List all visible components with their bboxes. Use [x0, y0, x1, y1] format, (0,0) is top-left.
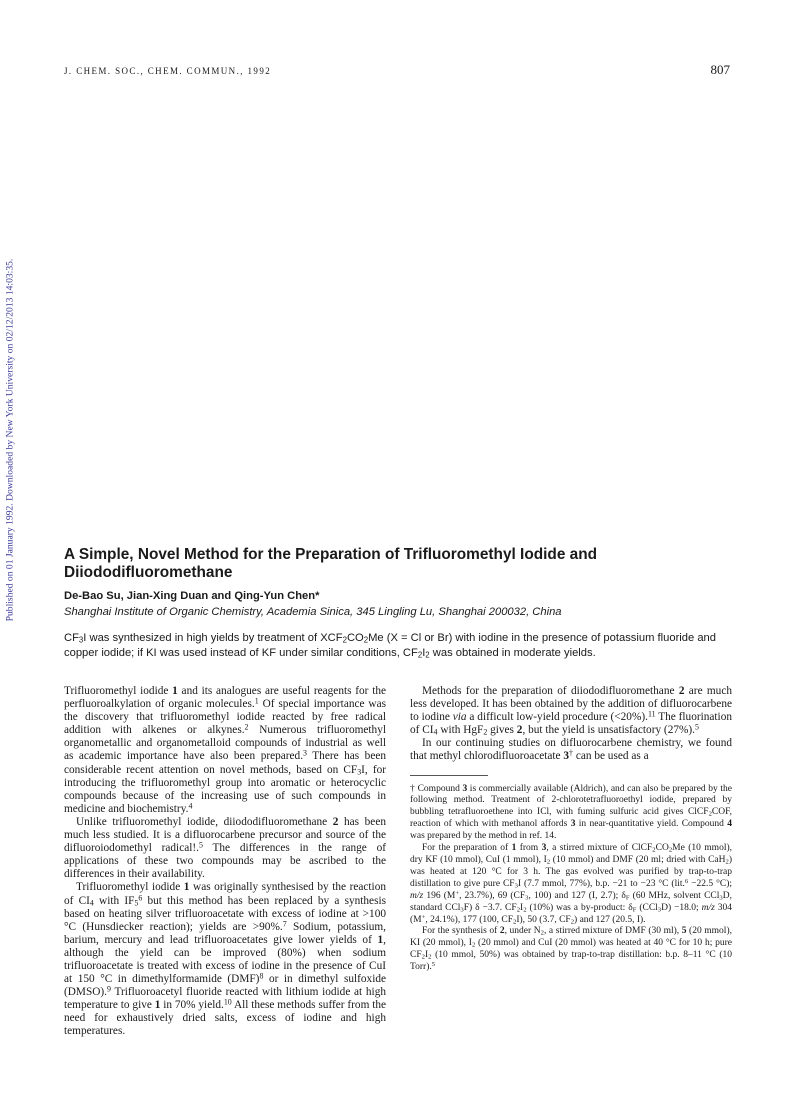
reference-marker: 5	[198, 840, 203, 850]
subscript: F	[632, 905, 637, 913]
abstract-subscript: 3	[78, 635, 84, 645]
text: CO	[655, 843, 669, 854]
text: COF, reaction of which with methanol affords	[410, 807, 732, 830]
subscript: 5	[134, 898, 139, 908]
text: I	[424, 950, 429, 961]
text: I), 50 (3.7, CF	[516, 914, 571, 925]
text: or in dimethyl sulfoxide (DMSO).	[64, 973, 387, 999]
subscript: 2	[725, 858, 729, 866]
subscript: 2	[546, 858, 551, 866]
reference-marker: 6	[684, 877, 689, 885]
abstract-subscript: 2	[425, 650, 430, 660]
compound-number: 1	[154, 999, 161, 1012]
compound-number: 1	[511, 843, 517, 854]
subscript: 2	[471, 941, 476, 949]
subscript: 2	[513, 917, 517, 925]
subscript: 2	[668, 846, 673, 854]
compound-number: 3	[570, 819, 576, 830]
compound-number: 2	[499, 926, 505, 937]
text: Trifluoromethyl iodide	[64, 685, 173, 697]
compound-number: 3	[563, 750, 570, 763]
text: (10 mmol) and DMF (20 ml; dried with CaH	[550, 855, 726, 865]
text: is commercially available (Aldrich), and can also be prepared by the following method. Treatment of 2-chlorotetrafluoroethyl iodide, prepared by bubbling tetrafluoroethene into ICl, with fuming sulfuric acid gives ClCF	[410, 783, 732, 818]
abstract-subscript: 2	[363, 635, 369, 645]
reference-marker: 4	[188, 801, 193, 811]
footnote-3	[410, 926, 732, 974]
text: (20 mmol) and CuI (20 mmol) was heated at 40 °C for 10 h; pure CF	[410, 938, 732, 961]
subscript: 2	[708, 810, 712, 818]
article-affiliation: Shanghai Institute of Organic Chemistry, Academia Sinica, 345 Lingling Lu, Shanghai 200032, China	[64, 606, 562, 618]
subscript: F	[625, 894, 630, 902]
text: The fluorination of CI	[410, 711, 732, 737]
reference-marker: 11	[647, 709, 656, 719]
running-head: J. CHEM. SOC., CHEM. COMMUN., 1992	[64, 66, 272, 76]
italic-text: m/z	[410, 890, 424, 901]
text: Sodium, potassium, barium, mercury and lead trifluoroacetates give lower yields of	[64, 920, 386, 946]
subscript: 2	[540, 929, 544, 937]
subscript: 3	[357, 767, 362, 777]
superscript: +	[421, 913, 426, 921]
subscript: 2	[516, 905, 521, 913]
footnotes	[410, 784, 732, 975]
text: , a stirred mixture of ClCF	[546, 843, 653, 854]
abstract-text: CO	[346, 632, 364, 644]
body-paragraph-4	[410, 685, 732, 737]
text: , 24.1%), 177 (100, CF	[425, 914, 513, 925]
text: I, for introducing the trifluoromethyl group into aromatic or heterocyclic compounds because of the increasing use of such compounds in medicine and biochemistry.	[64, 763, 386, 815]
compound-number: 3	[541, 843, 547, 854]
text: Me (10 mmol), dry KF (10 mmol), CuI (1 mmol), I	[410, 843, 732, 865]
article-title: A Simple, Novel Method for the Preparation of Trifluoromethyl Iodide and Diiododifluoromethane	[64, 546, 598, 581]
body-column-left	[64, 685, 386, 1039]
compound-number: 4	[727, 819, 732, 830]
text: with HgF	[437, 724, 484, 737]
page-number: 807	[710, 62, 730, 77]
reference-marker: 10	[223, 997, 232, 1007]
text: 196 (M	[423, 890, 456, 901]
text: (CCl	[636, 902, 658, 913]
subscript: 4	[89, 898, 94, 908]
italic-text: via	[452, 711, 467, 724]
body-paragraph-1	[64, 685, 386, 816]
body-column-right	[410, 685, 732, 974]
text: was prepared by the method in ref. 14.	[410, 831, 557, 842]
text: ) and 127 (20.5, I).	[574, 914, 646, 925]
text: All these methods suffer from the need for exhaustively dried salts, excess of iodine and high temperatures.	[64, 999, 387, 1038]
text: but this method has been replaced by a synthesis based on heating silver trifluoroacetate with excess of iodine at >100 °C (Hunsdiecker reaction); yields are >90%.	[64, 894, 386, 933]
text: gives	[487, 724, 517, 737]
text: 304 (M	[410, 902, 733, 925]
text: , although the yield can be improved (80%) when sodium trifluoroacetate is treated with excess of iodine in the presence of CuI at 150 °C in dimethylformamide (DMF)	[64, 933, 386, 986]
text: , 100) and 127 (I, 2.7); δ	[528, 890, 626, 901]
text: Trifluoroacetyl fluoride reacted with lithium iodide at high temperature to give	[64, 986, 386, 1012]
body-paragraph-5	[410, 737, 732, 763]
text: In our continuing studies on difluorocarbene chemistry, we found that methyl chlorodifluoroacetate	[410, 737, 732, 763]
abstract-text: CF	[64, 632, 79, 644]
text: For the synthesis of	[422, 926, 500, 937]
abstract-text: Me (X = Cl or Br) with iodine in the presence of potassium fluoride and copper iodide; if KI was used instead of KF under similar conditions, CF	[64, 632, 716, 659]
reference-marker: 7	[282, 919, 287, 929]
abstract-subscript: 2	[417, 650, 423, 660]
subscript: 3	[525, 894, 529, 902]
text: a difficult low-yield procedure (<20%).	[466, 711, 648, 724]
subscript: 2	[428, 953, 432, 961]
text: F) δ −3.7. CF	[463, 902, 517, 913]
text: D, standard CCl	[410, 890, 732, 913]
text: (20 mmol), KI (20 mmol), I	[410, 926, 732, 949]
superscript: +	[455, 889, 460, 897]
subscript: 2	[523, 905, 527, 913]
footnote-divider	[410, 775, 488, 776]
footnote-2	[410, 843, 732, 926]
footnote-marker: †	[569, 748, 573, 758]
compound-number: 3	[462, 783, 468, 794]
text: has been much less studied. It is a difluorocarbene precursor and source of the difluoroiodomethyl radical!.	[64, 815, 386, 855]
subscript: 2	[483, 727, 488, 737]
text: , 23.7%), 69 (CF	[459, 890, 526, 901]
text: There has been considerable recent attention on novel methods, based on CF	[64, 750, 386, 776]
text: Methods for the preparation of diiododifluoromethane	[422, 685, 679, 697]
subscript: 2	[421, 953, 425, 961]
subscript: 3	[719, 894, 723, 902]
compound-number: 1	[377, 933, 384, 946]
body-paragraph-2	[64, 816, 386, 881]
article-abstract	[64, 631, 738, 660]
text: (10%) was a by-product: δ	[526, 902, 633, 913]
subscript: 4	[433, 727, 438, 737]
compound-number: 1	[172, 685, 178, 697]
compound-number: 5	[681, 926, 687, 937]
reference-marker: 2	[244, 722, 249, 732]
text: −22.5 °C);	[688, 878, 733, 889]
download-watermark-container	[2, 230, 18, 650]
compound-number: 2	[332, 815, 339, 828]
subscript: 2	[570, 917, 575, 925]
text: Trifluoromethyl iodide	[76, 881, 184, 894]
reference-marker: 5	[431, 961, 436, 969]
subscript: 3	[514, 882, 518, 890]
text: (60 MHz, solvent CCl	[629, 890, 720, 901]
text: are much less developed. It has been obtained by the addition of difluorocarbene to iodine	[410, 685, 732, 724]
text: and its analogues are useful reagents for the perfluoroalkylation of organic molecules.	[64, 685, 386, 711]
abstract-subscript: 2	[342, 635, 347, 645]
text: Of special importance was the discovery that trifluoromethyl iodide reacted by free radical addition with alkenes or alkynes.	[64, 698, 386, 737]
text: D) −18.0;	[661, 902, 702, 913]
text: I	[520, 902, 524, 913]
text: The differences in the range of applications of these two compounds may be ascribed to the differences in their availability.	[64, 842, 386, 881]
abstract-text: was obtained in moderate yields.	[429, 646, 596, 659]
reference-marker: 5	[695, 722, 699, 732]
reference-marker: 8	[259, 971, 264, 981]
reference-marker: 1	[254, 696, 259, 706]
text: (10 mmol, 50%) was obtained by trap-to-trap distillation: b.p. 8–11 °C (10 Torr).	[410, 950, 732, 973]
text: † Compound	[410, 783, 463, 794]
text: in near-quantitative yield. Compound	[575, 819, 728, 830]
text: For the preparation of	[422, 843, 512, 854]
text: I (7.7 mmol, 77%), b.p. −21 to −23 °C (lit.	[517, 878, 685, 889]
subscript: 3	[657, 905, 662, 913]
text: ) was heated at 120 °C for 3 h. The gas evolved was purified by trap-to-trap distillation to give pure CF	[410, 855, 732, 889]
compound-number: 1	[183, 881, 190, 894]
italic-text: m/z	[701, 902, 715, 913]
text: in 70% yield.	[160, 999, 224, 1012]
compound-number: 2	[678, 685, 685, 697]
reference-marker: 3	[303, 748, 307, 758]
download-watermark: Published on 01 January 1992. Downloaded by New York University on 02/12/2013 14:03:35.	[4, 258, 16, 622]
abstract-text: I	[422, 646, 426, 659]
text: from	[516, 843, 542, 854]
body-paragraph-3	[64, 881, 386, 1038]
footnote-1	[410, 784, 732, 844]
article-authors: De-Bao Su, Jian-Xing Duan and Qing-Yun Chen*	[64, 590, 320, 602]
text: , under N	[504, 926, 541, 937]
abstract-text: I was synthesized in high yields by treatment of XCF	[83, 632, 343, 644]
subscript: 2	[652, 846, 656, 854]
text: was originally synthesised by the reaction of CI	[64, 881, 386, 907]
text: Unlike trifluoromethyl iodide, diiododifluoromethane	[76, 815, 333, 828]
reference-marker: 9	[107, 984, 111, 994]
text: , but the yield is unsatisfactory (27%).	[522, 724, 695, 737]
text: with IF	[93, 894, 135, 907]
subscript: 3	[460, 905, 464, 913]
text: Numerous trifluoromethyl organometallic and organometalloid compounds of industrial as well as academic importance have also been prepared.	[64, 724, 386, 763]
compound-number: 2	[516, 724, 523, 737]
text: , a stirred mixture of DMF (30 ml),	[543, 926, 682, 937]
text: can be used as a	[573, 750, 649, 763]
reference-marker: 6	[138, 892, 143, 902]
